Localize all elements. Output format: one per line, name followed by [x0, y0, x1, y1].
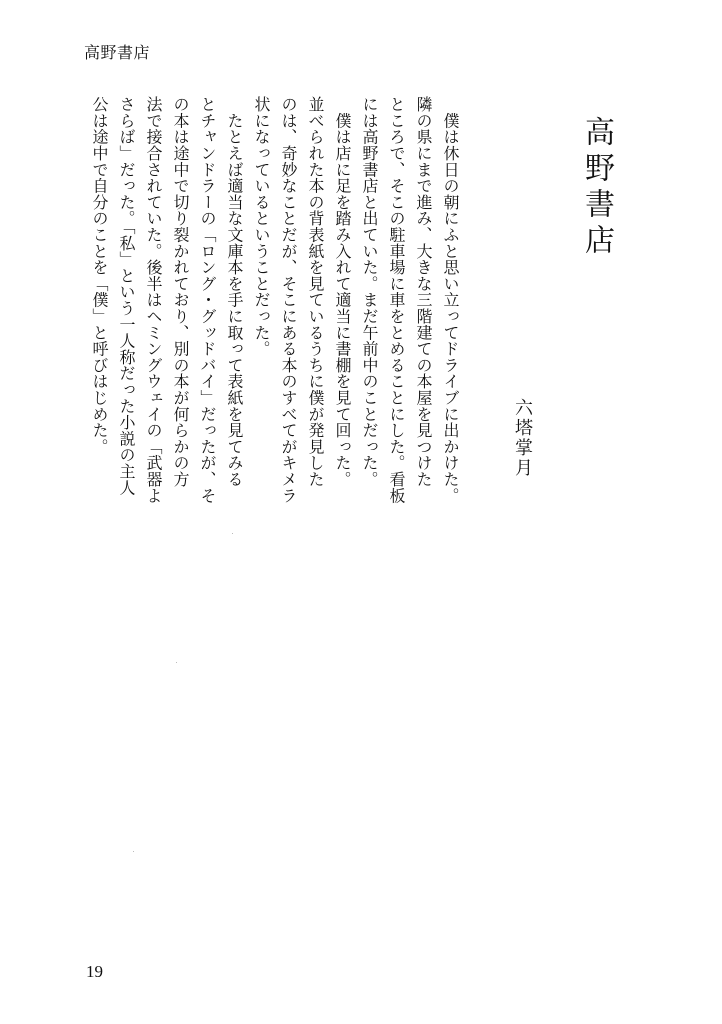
- body-line: たとえば適当な文庫本を手に取って表紙を見てみる: [225, 96, 244, 488]
- running-head-title: 高野書店: [84, 43, 151, 62]
- body-line: 並べられた本の背表紙を見ているうちに僕が発見した: [306, 96, 325, 488]
- body-line: には高野書店と出ていた。まだ午前中のことだった。: [360, 96, 379, 488]
- body-line: の本は途中で切り裂かれており、別の本が何らかの方: [171, 96, 190, 488]
- scan-speck: [176, 662, 177, 663]
- body-line: さらば」だった。「私」という一人称だった小説の主人: [117, 96, 136, 496]
- body-line: 状になっているということだった。: [252, 96, 271, 357]
- scan-speck: [232, 533, 233, 534]
- author-name: 六塔掌月: [512, 398, 533, 478]
- story-title: 高野書店: [579, 116, 614, 260]
- body-line: 僕は休日の朝にふと思い立ってドライブに出かけた。: [441, 96, 460, 504]
- scan-speck: [133, 851, 134, 852]
- body-line: 僕は店に足を踏み入れて適当に書棚を見て回った。: [333, 96, 352, 488]
- body-line: 隣の県にまで進み、大きな三階建ての本屋を見つけた: [414, 96, 433, 488]
- page-number: 19: [86, 962, 103, 981]
- body-line: とチャンドラーの「ロング・グッドバイ」だったが、そ: [198, 96, 217, 504]
- body-line: 法で接合されていた。後半はヘミングウェイの「武器よ: [144, 96, 163, 504]
- body-text: [86, 96, 464, 526]
- body-line: ところで、そこの駐車場に車をとめることにした。看板: [387, 96, 406, 504]
- body-line: 公は途中で自分のことを「僕」と呼びはじめた。: [90, 96, 109, 455]
- body-line: のは、奇妙なことだが、そこにある本のすべてがキメラ: [279, 96, 298, 504]
